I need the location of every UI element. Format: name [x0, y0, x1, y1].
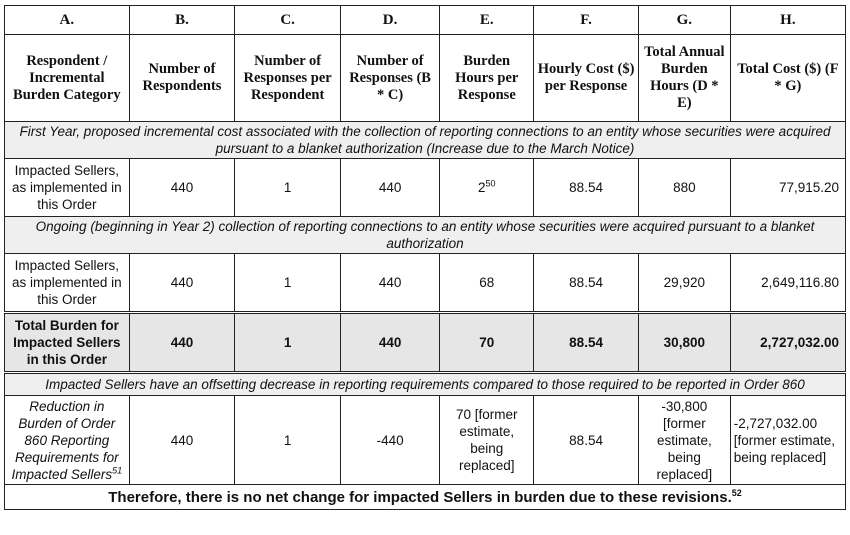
column-header: Total Annual Burden Hours (D * E) — [638, 35, 730, 122]
column-header: Hourly Cost ($) per Response — [534, 35, 639, 122]
burden-table — [4, 5, 846, 510]
respondents-cell: 440 — [129, 396, 235, 485]
column-letter: F. — [534, 6, 639, 35]
footnote-ref: 51 — [112, 465, 123, 475]
respondents-cell: 440 — [129, 313, 235, 373]
table-row-first-year — [5, 159, 846, 217]
total-cost-cell: 2,727,032.00 — [730, 313, 845, 373]
annual-hours-cell: 29,920 — [638, 254, 730, 313]
column-header: Number of Respondents — [129, 35, 235, 122]
section-band-offset — [5, 373, 846, 396]
column-letter: A. — [5, 6, 130, 35]
respondents-cell: 440 — [129, 254, 235, 313]
column-letter: H. — [730, 6, 845, 35]
responses-per-cell: 1 — [235, 396, 341, 485]
burden-hours-cell: 68 — [440, 254, 534, 313]
section-band-text: Impacted Sellers have an offsetting decrease in reporting requirements compared to those required to be reported in Order 860 — [5, 373, 846, 396]
responses-per-cell: 1 — [235, 254, 341, 313]
column-letter: D. — [340, 6, 439, 35]
respondents-cell: 440 — [129, 159, 235, 217]
section-band-ongoing — [5, 217, 846, 254]
category-cell: Impacted Sellers, as implemented in this Order — [5, 159, 130, 217]
responses-cell: 440 — [340, 313, 439, 373]
category-cell: Total Burden for Impacted Sellers in this Order — [5, 313, 130, 373]
category-text: Reduction in Burden of Order 860 Reporting Requirements for Impacted Sellers — [11, 398, 119, 482]
section-band-first-year — [5, 122, 846, 159]
column-header: Respondent / Incremental Burden Category — [5, 35, 130, 122]
responses-per-cell: 1 — [235, 159, 341, 217]
column-letter: G. — [638, 6, 730, 35]
section-band-text: Ongoing (beginning in Year 2) collection of reporting connections to an entity whose securities were acquired pursuant to a blanket authorization — [5, 217, 846, 254]
annual-hours-cell: 880 — [638, 159, 730, 217]
total-cost-cell: 2,649,116.80 — [730, 254, 845, 313]
hourly-cost-cell: 88.54 — [534, 254, 639, 313]
column-header-row — [5, 35, 846, 122]
hourly-cost-cell: 88.54 — [534, 396, 639, 485]
footnote-ref: 50 — [485, 178, 496, 189]
column-letter: C. — [235, 6, 341, 35]
conclusion-text: Therefore, there is no net change for impacted Sellers in burden due to these revisions. — [108, 488, 732, 506]
hourly-cost-cell: 88.54 — [534, 159, 639, 217]
annual-hours-cell: 30,800 — [638, 313, 730, 373]
total-cost-cell: -2,727,032.00 [former estimate, being replaced] — [730, 396, 845, 485]
column-header: Burden Hours per Response — [440, 35, 534, 122]
responses-cell: -440 — [340, 396, 439, 485]
responses-cell: 440 — [340, 159, 439, 217]
footnote-ref: 52 — [731, 487, 742, 498]
table-row-total — [5, 313, 846, 373]
column-letter: E. — [440, 6, 534, 35]
column-header: Total Cost ($) (F * G) — [730, 35, 845, 122]
conclusion-cell — [5, 485, 846, 510]
column-letter: B. — [129, 6, 235, 35]
table-row-ongoing — [5, 254, 846, 313]
burden-hours-value: 2 — [478, 180, 486, 195]
burden-hours-cell: 70 — [440, 313, 534, 373]
section-band-text: First Year, proposed incremental cost associated with the collection of reporting connections to an entity whose securities were acquired pursuant to a blanket authorization (Increase due to the March Notice) — [5, 122, 846, 159]
category-cell: Impacted Sellers, as implemented in this Order — [5, 254, 130, 313]
burden-hours-cell: 70 [former estimate, being replaced] — [440, 396, 534, 485]
column-header: Number of Responses per Respondent — [235, 35, 341, 122]
conclusion-row — [5, 485, 846, 510]
table-row-reduction — [5, 396, 846, 485]
annual-hours-cell: -30,800 [former estimate, being replaced] — [638, 396, 730, 485]
burden-hours-cell — [440, 159, 534, 217]
hourly-cost-cell: 88.54 — [534, 313, 639, 373]
category-cell — [5, 396, 130, 485]
column-header: Number of Responses (B * C) — [340, 35, 439, 122]
total-cost-cell: 77,915.20 — [730, 159, 845, 217]
column-letter-row — [5, 6, 846, 35]
responses-per-cell: 1 — [235, 313, 341, 373]
responses-cell: 440 — [340, 254, 439, 313]
